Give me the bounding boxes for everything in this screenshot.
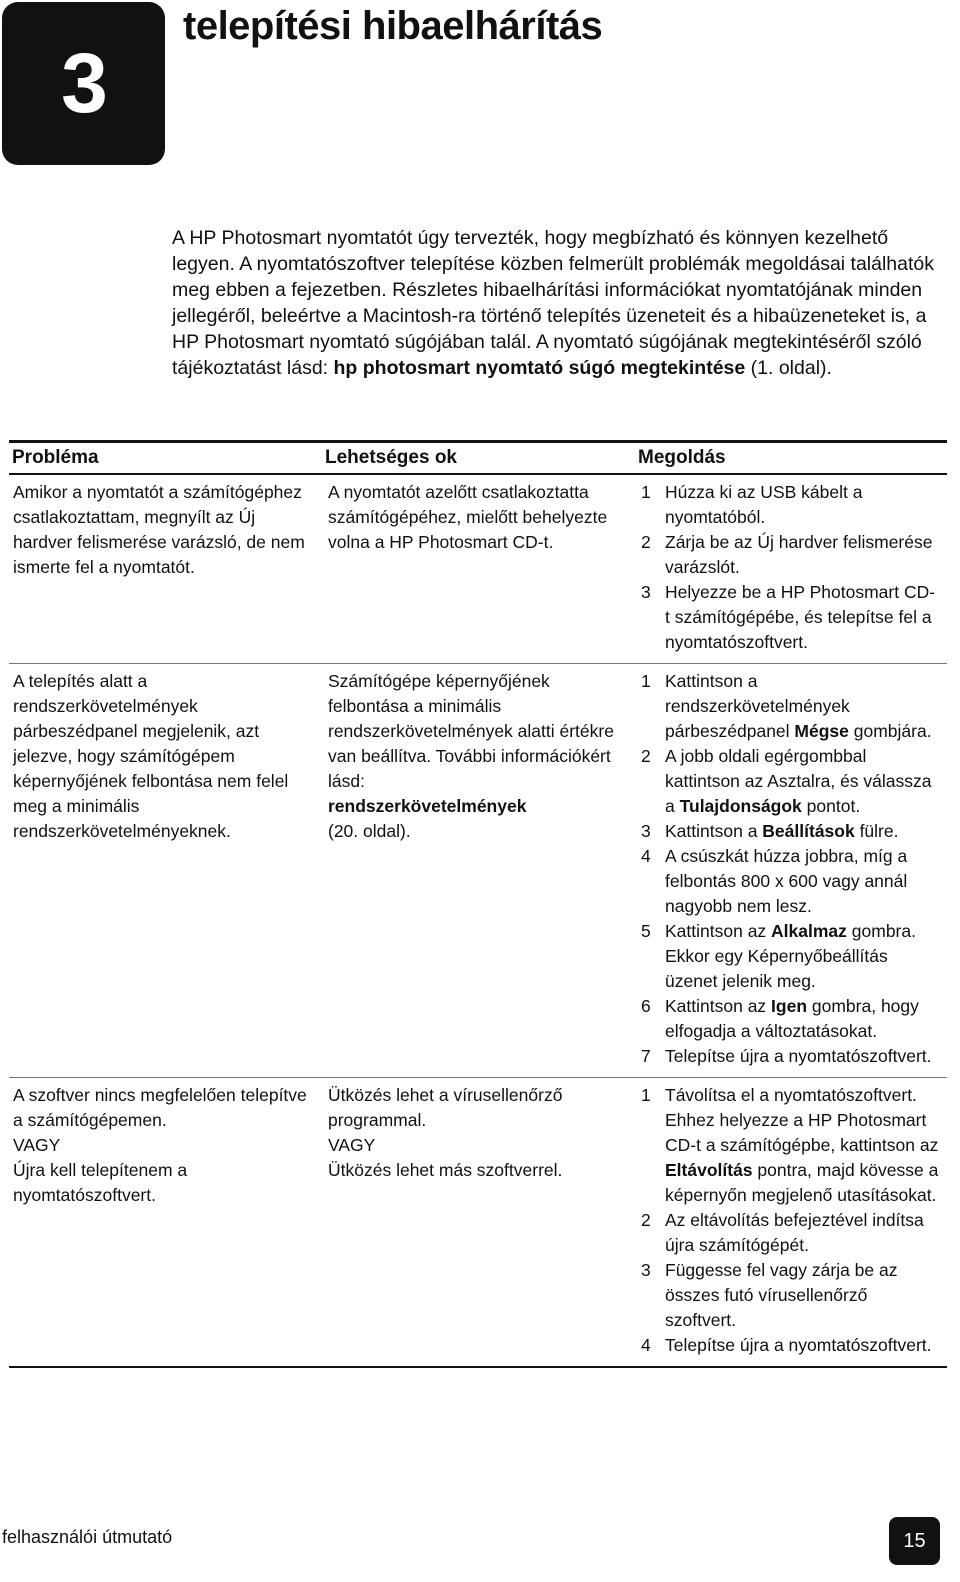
- solution-step: 1 Kattintson a rendszerkövetelmények párbeszédpanel Mégse gombjára.: [641, 671, 932, 741]
- table-row: [9, 1078, 947, 1366]
- cause-cell: Számítógépe képernyőjének felbontása a minimális rendszerkövetelmények alatti értékre van beállítva. További információkért lásd: rendszerkövetelmények (20. oldal).: [328, 671, 614, 841]
- requirements-link[interactable]: rendszerkövetelmények: [328, 796, 527, 816]
- solution-step: 1 Távolítsa el a nyomtatószoftvert. Ehhez helyezze a HP Photosmart CD-t a számítógépbe, kattintson az Eltávolítás pontra, majd kövesse a képernyőn megjelenő utasításokat.: [641, 1085, 939, 1205]
- solution-step: 2 A jobb oldali egérgombbal kattintson az Asztalra, és válassza a Tulajdonságok pontot.: [641, 746, 932, 816]
- solution-cell: [635, 475, 947, 663]
- solution-step: 2 Zárja be az Új hardver felismerése varázslót.: [641, 532, 933, 577]
- header-cause: Lehetséges ok: [325, 447, 457, 468]
- intro-reference-link[interactable]: hp photosmart nyomtató súgó megtekintése: [333, 357, 746, 379]
- solution-step: 1 Húzza ki az USB kábelt a nyomtatóból.: [641, 482, 863, 527]
- solution-step: 3 Helyezze be a HP Photosmart CD-t számítógépébe, és telepítse fel a nyomtatószoftvert.: [641, 582, 936, 652]
- header-problem: Probléma: [12, 447, 99, 468]
- intro-text: A HP Photosmart nyomtatót úgy tervezték, hogy megbízható és könnyen kezelhető legyen. A nyomtatószoftver telepítése közben felmerült problémák megoldásai találhatók meg ebben a fejezetben. Részletes hibaelhárítási információkat nyomtatójának minden jellegéről, beleértve a Macintosh-ra történő telepítés üzeneteit és a hibaüzeneteket is, a HP Photosmart nyomtató súgójában talál. A nyomtató súgójának megtekintéséről szóló tájékoztatást lásd:: [172, 227, 935, 379]
- footer-guide-name: felhasználói útmutató: [2, 1527, 173, 1547]
- solution-step: 2 Az eltávolítás befejeztével indítsa újra számítógépét.: [641, 1210, 924, 1255]
- table-header: [9, 443, 947, 473]
- chapter-number: 3: [61, 36, 106, 130]
- page-number: 15: [903, 1529, 926, 1552]
- troubleshooting-table: [9, 440, 947, 1368]
- solution-steps: [641, 669, 939, 1069]
- solution-step: 7 Telepítse újra a nyomtatószoftvert.: [641, 1046, 932, 1066]
- solution-steps: [641, 1083, 939, 1358]
- chapter-number-badge: [2, 2, 165, 165]
- cause-cell: A nyomtatót azelőtt csatlakoztatta számítógépéhez, mielőtt behelyezte volna a HP Photosmart CD-t.: [328, 482, 608, 552]
- solution-step: 4 Telepítse újra a nyomtatószoftvert.: [641, 1335, 932, 1355]
- problem-cell: Amikor a nyomtatót a számítógéphez csatlakoztattam, megnyílt az Új hardver felismerése varázsló, de nem ismerte fel a nyomtatót.: [13, 482, 305, 577]
- page-number-badge: [889, 1517, 940, 1565]
- table-row: [9, 475, 947, 663]
- cause-cell: Ütközés lehet a vírusellenőrző programmal. VAGY Ütközés lehet más szoftverrel.: [328, 1085, 563, 1180]
- intro-paragraph: [172, 225, 947, 381]
- solution-step: 6 Kattintson az Igen gombra, hogy elfogadja a változtatásokat.: [641, 996, 919, 1041]
- solution-cell: [635, 1078, 947, 1366]
- problem-cell: A telepítés alatt a rendszerkövetelmények párbeszédpanel megjelenik, azt jelezve, hogy számítógépem képernyőjének felbontása nem felel meg a minimális rendszerkövetelményeknek.: [13, 671, 289, 841]
- table-row: [9, 664, 947, 1077]
- header-solution: Megoldás: [638, 447, 726, 468]
- solution-steps: [641, 480, 939, 655]
- problem-cell: A szoftver nincs megfelelően telepítve a számítógépemen. VAGY Újra kell telepítenem a nyomtatószoftvert.: [13, 1085, 307, 1205]
- solution-step: 3 Függesse fel vagy zárja be az összes futó vírusellenőrző szoftvert.: [641, 1260, 898, 1330]
- solution-step: 4 A csúszkát húzza jobbra, míg a felbontás 800 x 600 vagy annál nagyobb nem lesz.: [641, 846, 908, 916]
- chapter-title: telepítési hibaelhárítás: [183, 4, 603, 48]
- solution-step: 3 Kattintson a Beállítások fülre.: [641, 821, 899, 841]
- intro-page-ref: (1. oldal).: [745, 357, 832, 379]
- solution-cell: [635, 664, 947, 1077]
- solution-step: 5 Kattintson az Alkalmaz gombra. Ekkor egy Képernyőbeállítás üzenet jelenik meg.: [641, 921, 916, 991]
- table-bottom-rule: [9, 1366, 947, 1368]
